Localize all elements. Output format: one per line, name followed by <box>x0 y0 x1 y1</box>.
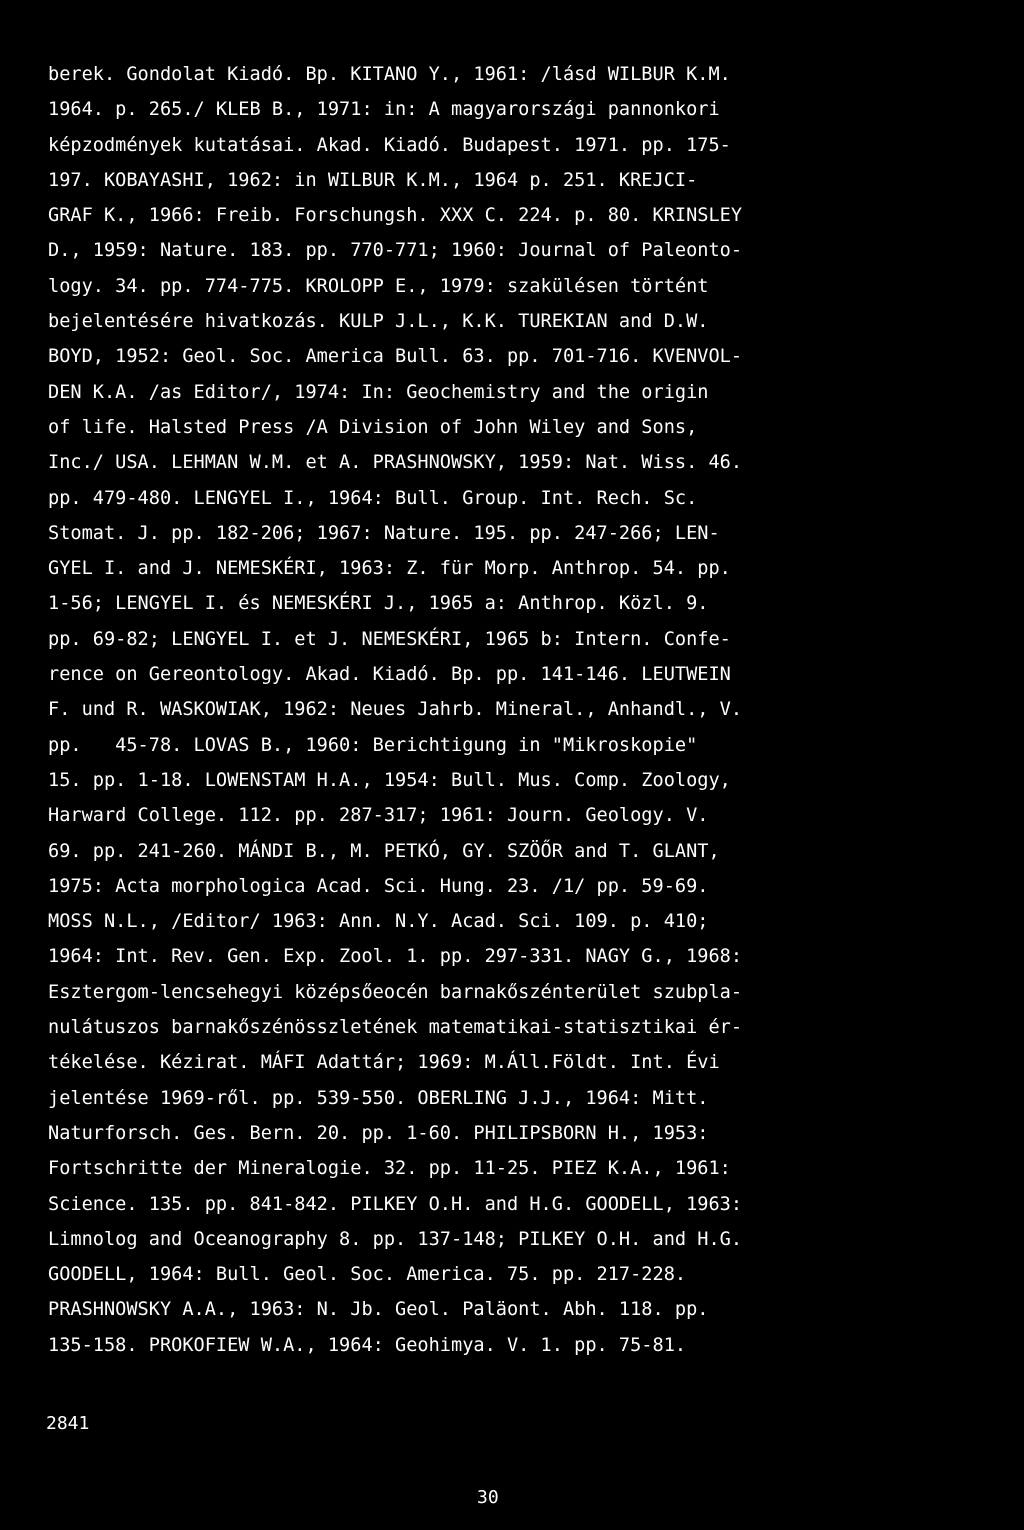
text-line: 135-158. PROKOFIEW W.A., 1964: Geohimya. V. 1. pp. 75-81. <box>48 1334 687 1356</box>
text-line: 15. pp. 1-18. LOWENSTAM H.A., 1954: Bull. Mus. Comp. Zoology, <box>48 769 731 791</box>
text-line: berek. Gondolat Kiadó. Bp. KITANO Y., 1961: /lásd WILBUR K.M. <box>48 64 731 85</box>
text-line: GOODELL, 1964: Bull. Geol. Soc. America. 75. pp. 217-228. <box>48 1264 687 1286</box>
text-line: GYEL I. and J. NEMESKÉRI, 1963: Z. für Morp. Anthrop. 54. pp. <box>48 558 731 580</box>
text-line: 1964. p. 265./ KLEB B., 1971: in: A magyarországi pannonkori <box>48 99 720 121</box>
text-line: 197. KOBAYASHI, 1962: in WILBUR K.M., 1964 p. 251. KREJCI- <box>48 169 698 191</box>
text-line: logy. 34. pp. 774-775. KROLOPP E., 1979: szakülésen történt <box>48 275 709 297</box>
text-line: of life. Halsted Press /A Division of John Wiley and Sons, <box>48 416 698 438</box>
text-line: Science. 135. pp. 841-842. PILKEY O.H. and H.G. GOODELL, 1963: <box>48 1193 743 1215</box>
text-line: PRASHNOWSKY A.A., 1963: N. Jb. Geol. Paläont. Abh. 118. pp. <box>48 1299 709 1321</box>
text-line: BOYD, 1952: Geol. Soc. America Bull. 63. pp. 701-716. KVENVOL- <box>48 346 743 368</box>
text-line: Fortschritte der Mineralogie. 32. pp. 11-25. PIEZ K.A., 1961: <box>48 1158 731 1180</box>
text-line: jelentése 1969-ről. pp. 539-550. OBERLING J.J., 1964: Mitt. <box>48 1087 709 1109</box>
text-line: tékelése. Kézirat. MÁFI Adattár; 1969: M.Áll.Földt. Int. Évi <box>48 1052 720 1074</box>
job-number: 2841 <box>46 1413 90 1434</box>
text-line: Harward College. 112. pp. 287-317; 1961: Journ. Geology. V. <box>48 805 709 827</box>
text-line: Stomat. J. pp. 182-206; 1967: Nature. 195. pp. 247-266; LEN- <box>48 522 720 544</box>
text-line: MOSS N.L., /Editor/ 1963: Ann. N.Y. Acad. Sci. 109. p. 410; <box>48 911 709 933</box>
text-line: DEN K.A. /as Editor/, 1974: In: Geochemistry and the origin <box>48 381 709 403</box>
reference-list <box>48 57 988 1363</box>
text-line: Esztergom-lencsehegyi középsőeocén barnakőszénterület szubpla- <box>48 981 743 1003</box>
text-line: 1-56; LENGYEL I. és NEMESKÉRI J., 1965 a: Anthrop. Közl. 9. <box>48 593 709 615</box>
text-line: pp. 69-82; LENGYEL I. et J. NEMESKÉRI, 1965 b: Intern. Confe- <box>48 628 731 650</box>
page-number: 30 <box>477 1487 499 1508</box>
text-line: 1975: Acta morphologica Acad. Sci. Hung. 23. /1/ pp. 59-69. <box>48 875 709 897</box>
text-line: képzodmények kutatásai. Akad. Kiadó. Budapest. 1971. pp. 175- <box>48 134 731 156</box>
text-line: nulátuszos barnakőszénösszletének matematikai-statisztikai ér- <box>48 1017 743 1039</box>
text-line: bejelentésére hivatkozás. KULP J.L., K.K. TUREKIAN and D.W. <box>48 311 709 333</box>
text-line: D., 1959: Nature. 183. pp. 770-771; 1960: Journal of Paleonto- <box>48 240 743 262</box>
text-line: 1964: Int. Rev. Gen. Exp. Zool. 1. pp. 297-331. NAGY G., 1968: <box>48 946 743 968</box>
text-line: Inc./ USA. LEHMAN W.M. et A. PRASHNOWSKY, 1959: Nat. Wiss. 46. <box>48 452 743 474</box>
text-line: pp. 479-480. LENGYEL I., 1964: Bull. Group. Int. Rech. Sc. <box>48 487 698 509</box>
text-line: pp. 45-78. LOVAS B., 1960: Berichtigung in "Mikroskopie" <box>48 734 698 756</box>
text-line: Limnolog and Oceanography 8. pp. 137-148; PILKEY O.H. and H.G. <box>48 1228 743 1250</box>
text-line: rence on Gereontology. Akad. Kiadó. Bp. pp. 141-146. LEUTWEIN <box>48 664 731 686</box>
text-line: 69. pp. 241-260. MÁNDI B., M. PETKÓ, GY. SZÖŐR and T. GLANT, <box>48 840 720 862</box>
text-line: Naturforsch. Ges. Bern. 20. pp. 1-60. PHILIPSBORN H., 1953: <box>48 1122 709 1144</box>
text-line: GRAF K., 1966: Freib. Forschungsh. XXX C. 224. p. 80. KRINSLEY <box>48 205 743 227</box>
text-line: F. und R. WASKOWIAK, 1962: Neues Jahrb. Mineral., Anhandl., V. <box>48 699 743 721</box>
